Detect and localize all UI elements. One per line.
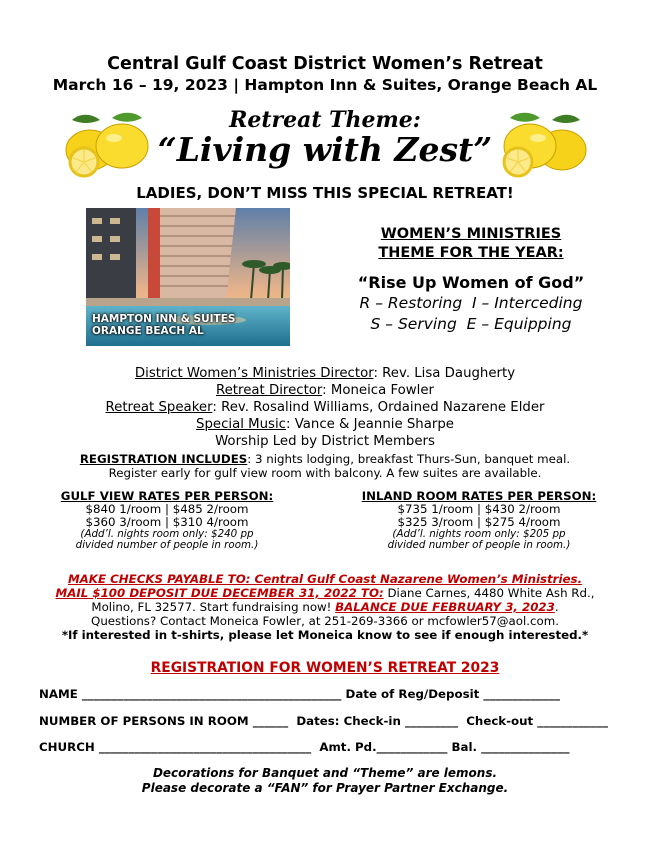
inland-rates-heading: INLAND ROOM RATES PER PERSON: (361, 489, 597, 503)
inland-rates-note1: (Add’l. nights room only: $205 pp (392, 528, 566, 540)
registration-text: : 3 nights lodging, breakfast Thurs-Sun, banquet meal. (247, 452, 571, 466)
gulf-rates-heading: GULF VIEW RATES PER PERSON: (60, 489, 274, 503)
form-persons-line[interactable]: NUMBER OF PERSONS IN ROOM ______ Dates: Check-in _________ Check-out ____________ (39, 714, 609, 728)
hotel-photo-caption (92, 313, 235, 337)
hotel-caption-line1: HAMPTON INN & SUITES (92, 313, 236, 325)
deposit-due: MAIL $100 DEPOSIT DUE DECEMBER 31, 2022 TO: (55, 586, 384, 600)
contact-questions: Questions? Contact Moneica Fowler, at 251-269-3366 or mcfowler57@aol.com. (91, 614, 559, 628)
staff-list (0, 365, 650, 450)
balance-due: BALANCE DUE FEBRUARY 3, 2023 (335, 600, 555, 614)
ministries-acronym-line1: R – Restoring I – Interceding (359, 294, 583, 312)
inland-rates-line2: $325 3/room | $275 4/room (397, 515, 561, 529)
staff-name: Worship Led by District Members (215, 434, 435, 449)
tshirt-note: *If interested in t-shirts, please let Moneica know to see if enough interested.* (61, 628, 589, 642)
inland-room-rates (354, 490, 604, 551)
retreat-theme-label: Retreat Theme: (229, 107, 421, 133)
staff-name: : Vance & Jeannie Sharpe (285, 417, 454, 432)
form-name-line[interactable]: NAME ____________________________________________ Date of Reg/Deposit _____________ (39, 687, 561, 701)
ministries-heading-line2: THEME FOR THE YEAR: (378, 245, 564, 261)
retreat-dates-location: March 16 – 19, 2023 | Hampton Inn & Suites, Orange Beach AL (52, 76, 598, 94)
staff-retreat-director (0, 382, 650, 399)
staff-role: District Women’s Ministries Director (134, 366, 374, 381)
gulf-view-rates (42, 490, 292, 551)
checks-payable: MAKE CHECKS PAYABLE TO: Central Gulf Coast Nazarene Women’s Ministries. (67, 572, 583, 586)
headline-banner: LADIES, DON’T MISS THIS SPECIAL RETREAT! (136, 184, 514, 202)
gulf-rates-note2: divided number of people in room.) (75, 539, 259, 551)
registration-text2: Register early for gulf view room with balcony. A few suites are available. (108, 466, 542, 480)
staff-name: : Rev. Rosalind Williams, Ordained Nazarene Elder (212, 400, 545, 415)
staff-music (0, 416, 650, 433)
staff-speaker (0, 399, 650, 416)
footer-notes (0, 766, 650, 796)
balance-period: . (554, 600, 559, 614)
footer-line1: Decorations for Banquet and “Theme” are lemons. (152, 766, 498, 780)
retreat-theme-name: “Living with Zest” (157, 130, 493, 169)
form-church-line[interactable]: CHURCH ____________________________________ Amt. Pd.____________ Bal. _______________ (39, 740, 570, 754)
ministries-heading-line1: WOMEN’S MINISTRIES (380, 226, 562, 242)
payment-info (0, 572, 650, 642)
staff-name: : Moneica Fowler (322, 383, 434, 398)
mailing-address-1: Diane Carnes, 4480 White Ash Rd., (383, 586, 595, 600)
staff-role: Retreat Speaker (105, 400, 213, 415)
gulf-rates-line2: $360 3/room | $310 4/room (85, 515, 249, 529)
gulf-rates-line1: $840 1/room | $485 2/room (85, 502, 249, 516)
inland-rates-line1: $735 1/room | $430 2/room (397, 502, 561, 516)
retreat-title: Central Gulf Coast District Women’s Retreat (107, 54, 543, 74)
inland-rates-note2: divided number of people in room.) (387, 539, 571, 551)
ministries-acronym-line2: S – Serving E – Equipping (370, 315, 572, 333)
staff-name: : Rev. Lisa Daugherty (373, 366, 516, 381)
registration-label: REGISTRATION INCLUDES (79, 452, 248, 466)
staff-director (0, 365, 650, 382)
staff-worship (0, 433, 650, 450)
staff-role: Retreat Director (215, 383, 323, 398)
gulf-rates-note1: (Add’l. nights room only: $240 pp (80, 528, 254, 540)
ministries-motto: “Rise Up Women of God” (357, 273, 585, 292)
registration-includes (0, 452, 650, 480)
registration-form-title: REGISTRATION FOR WOMEN’S RETREAT 2023 (150, 660, 500, 676)
mailing-address-2: Molino, FL 32577. Start fundraising now! (91, 600, 336, 614)
staff-role: Special Music (196, 417, 286, 432)
hotel-caption-line2: ORANGE BEACH AL (92, 325, 204, 337)
footer-line2: Please decorate a “FAN” for Prayer Partner Exchange. (141, 781, 509, 795)
